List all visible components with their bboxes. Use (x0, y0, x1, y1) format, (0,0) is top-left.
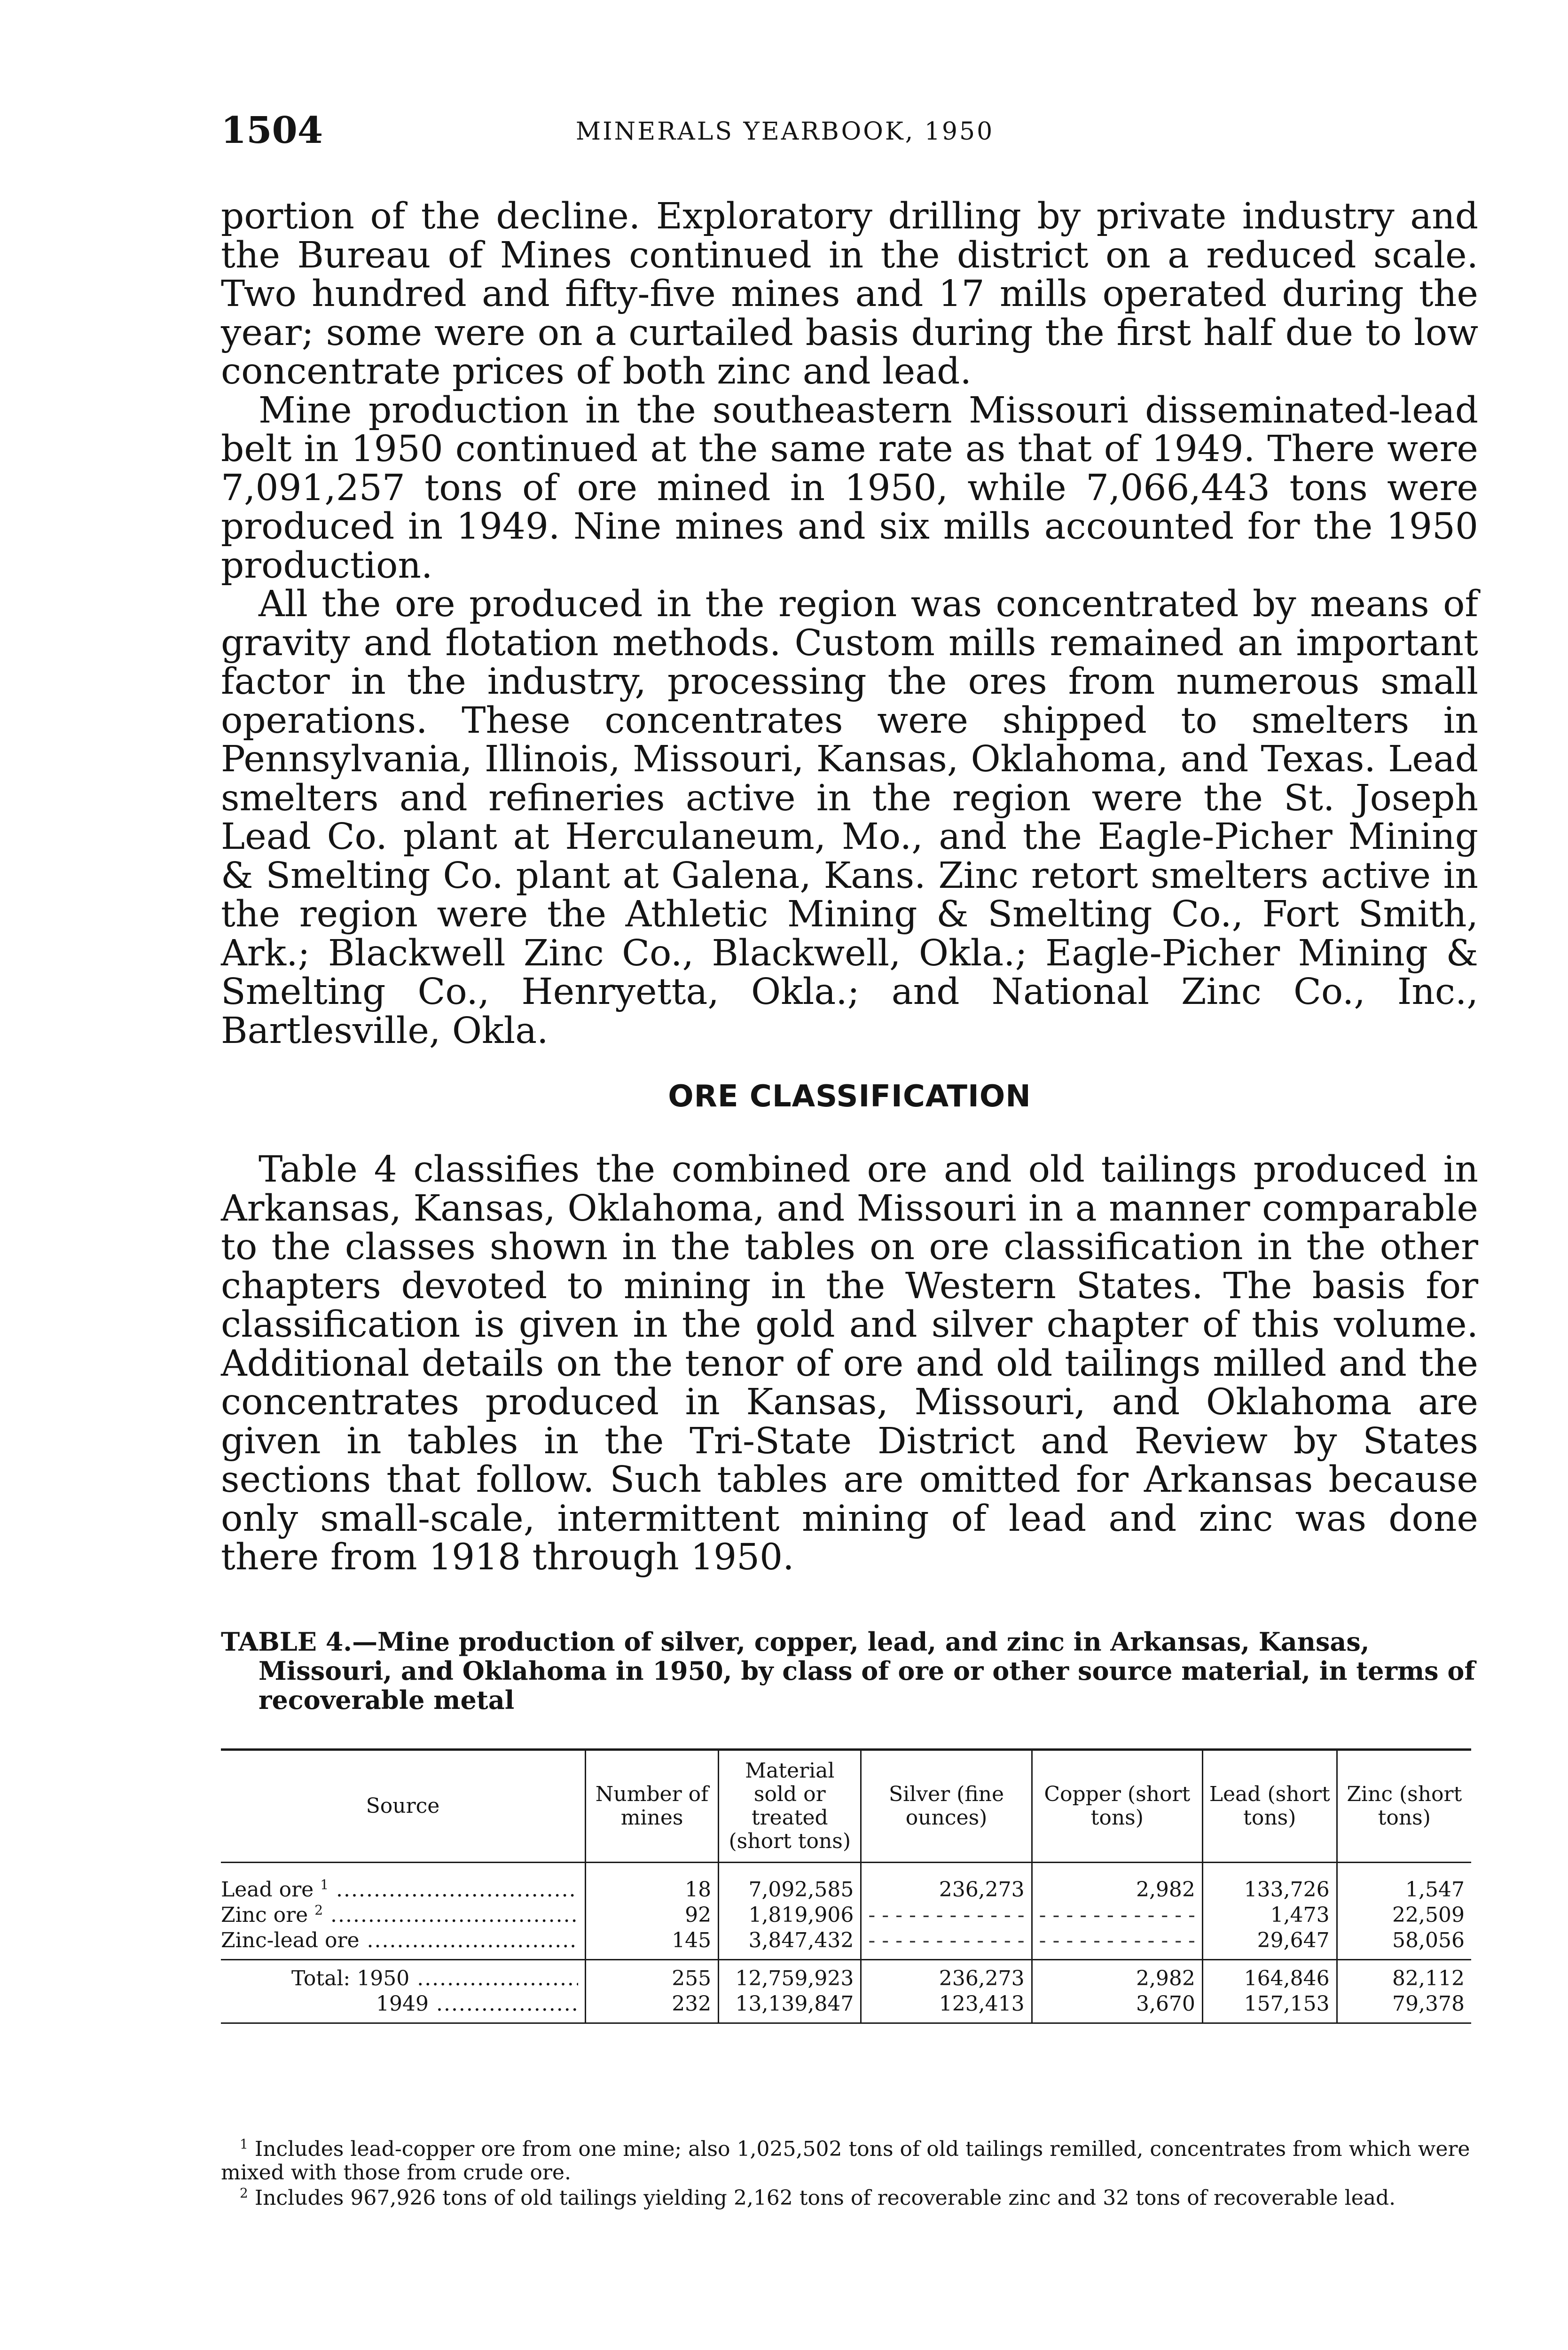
col-header-mines: Number of mines (586, 1750, 719, 1863)
table-header-row (221, 1750, 1471, 1863)
cell-mines: 232 (586, 1991, 719, 2023)
cell-mines: 18 (586, 1863, 719, 1903)
table-caption (221, 1627, 1478, 1715)
page-number: 1504 (221, 109, 323, 152)
paragraph-concentration: All the ore produced in the region was concentrated by means of gravity and flotation methods. Custom mills remained an important factor in the industry, processing the ores from numerous small operations. These concentrates were shipped to smelters in Pennsylvania, Illinois, Missouri, Kansas, Oklahoma, and Texas. Lead smelters and refineries active in the region were the St. Joseph Lead Co. plant at Herculaneum, Mo., and the Eagle-Picher Mining & Smelting Co. plant at Galena, Kans. Zinc retort smelters active in the region were the Athletic Mining & Smelting Co., Fort Smith, Ark.; Blackwell Zinc Co., Blackwell, Okla.; Eagle-Picher Mining & Smelting Co., Henryetta, Okla.; and National Zinc Co., Inc., Bartlesville, Okla. (221, 583, 1478, 1052)
cell-copper: 2,982 (1032, 1863, 1202, 1903)
cell-copper-empty: - - - - - - - - - - - - (1032, 1903, 1202, 1928)
cell-lead: 29,647 (1202, 1928, 1337, 1960)
cell-silver-empty: - - - - - - - - - - - - (861, 1928, 1032, 1960)
cell-zinc: 22,509 (1337, 1903, 1471, 1928)
col-header-source: Source (221, 1750, 586, 1863)
col-header-copper: Copper (short tons) (1032, 1750, 1202, 1863)
cell-silver: 236,273 (861, 1863, 1032, 1903)
cell-silver-empty: - - - - - - - - - - - - (861, 1903, 1032, 1928)
cell-zinc: 58,056 (1337, 1928, 1471, 1960)
cell-lead: 1,473 (1202, 1903, 1337, 1928)
cell-lead: 133,726 (1202, 1863, 1337, 1903)
col-header-lead: Lead (short tons) (1202, 1750, 1337, 1863)
table-caption-label: TABLE 4. (221, 1627, 353, 1657)
cell-mines: 92 (586, 1903, 719, 1928)
cell-material: 3,847,432 (719, 1928, 861, 1960)
body-text-top (221, 197, 1478, 1050)
paragraph-decline: portion of the decline. Exploratory drilling by private industry and the Bureau of Mines continued in the district on a reduced scale. Two hundred and fifty-five mines and 17 mills operated during the year; some were on a curtailed basis during the first half due to low concentrate prices of both zinc and lead. (221, 196, 1478, 392)
cell-copper-empty: - - - - - - - - - - - - (1032, 1928, 1202, 1960)
cell-mines: 145 (586, 1928, 719, 1960)
cell-material: 7,092,585 (719, 1863, 861, 1903)
col-header-silver: Silver (fine ounces) (861, 1750, 1032, 1863)
section-heading: ORE CLASSIFICATION (668, 1079, 1031, 1114)
table-caption-text-2: Missouri, and Oklahoma in 1950, by class of ore or other source material, in terms of recoverable metal (259, 1656, 1475, 1715)
row-source: Zinc-lead ore ..... (221, 1928, 586, 1960)
row-source: Lead ore $^1$ ..... (221, 1863, 586, 1903)
cell-mines: 255 (586, 1960, 719, 1992)
cell-material: 13,139,847 (719, 1991, 861, 2023)
table-total-row (221, 1960, 1471, 1992)
cell-zinc: 82,112 (1337, 1960, 1471, 1992)
running-header (221, 109, 1476, 161)
cell-zinc: 1,547 (1337, 1863, 1471, 1903)
total-year-label: 1949 ..... (221, 1991, 586, 2023)
cell-material: 12,759,923 (719, 1960, 861, 1992)
cell-zinc: 79,378 (1337, 1991, 1471, 2023)
cell-lead: 164,846 (1202, 1960, 1337, 1992)
table-caption-text-1: —Mine production of silver, copper, lead, and zinc in Arkansas, Kansas, (352, 1627, 1370, 1657)
production-table (221, 1748, 1471, 2024)
paragraph-southeastern-missouri: Mine production in the southeastern Missouri disseminated-lead belt in 1950 continued at the same rate as that of 1949. There were 7,091,257 tons of ore mined in 1950, while 7,066,443 tons were produced in 1949. Nine mines and six mills accounted for the 1950 production. (221, 389, 1478, 587)
cell-copper: 3,670 (1032, 1991, 1202, 2023)
paragraph-ore-classification: Table 4 classifies the combined ore and old tailings produced in Arkansas, Kansas, Oklahoma, and Missouri in a manner comparable to the classes shown in the tables on ore classification in the other chapters devoted to mining in the Western States. The basis for classification is given in the gold and silver chapter of this volume. Additional details on the tenor of ore and old tailings milled and the concentrates produced in Kansas, Missouri, and Oklahoma are given in tables in the Tri-State District and Review by States sections that follow. Such tables are omitted for Arkansas because only small-scale, intermittent mining of lead and zinc was done there from 1918 through 1950. (221, 1149, 1478, 1578)
table-total-row (221, 1991, 1471, 2023)
table-row (221, 1928, 1471, 1960)
cell-silver: 123,413 (861, 1991, 1032, 2023)
col-header-zinc: Zinc (short tons) (1337, 1750, 1471, 1863)
body-text-ore-classification (221, 1151, 1478, 1577)
cell-material: 1,819,906 (719, 1903, 861, 1928)
total-label: Total: 1950 ..... (221, 1960, 586, 1992)
cell-silver: 236,273 (861, 1960, 1032, 1992)
footnote-2: $^2$ Includes 967,926 tons of old tailings yielding 2,162 tons of recoverable zinc and 32 tons of recoverable lead. (240, 2185, 1396, 2210)
table-row (221, 1903, 1471, 1928)
col-header-material: Material sold or treated (short tons) (719, 1750, 861, 1863)
cell-copper: 2,982 (1032, 1960, 1202, 1992)
footnote-1: $^1$ Includes lead-copper ore from one mine; also 1,025,502 tons of old tailings remilled, concentrates from which were mixed with those from crude ore. (221, 2136, 1470, 2185)
footnotes (221, 2138, 1471, 2212)
running-title: MINERALS YEARBOOK, 1950 (575, 118, 995, 146)
table-row (221, 1863, 1471, 1903)
row-source: Zinc ore $^2$ ..... (221, 1903, 586, 1928)
cell-lead: 157,153 (1202, 1991, 1337, 2023)
